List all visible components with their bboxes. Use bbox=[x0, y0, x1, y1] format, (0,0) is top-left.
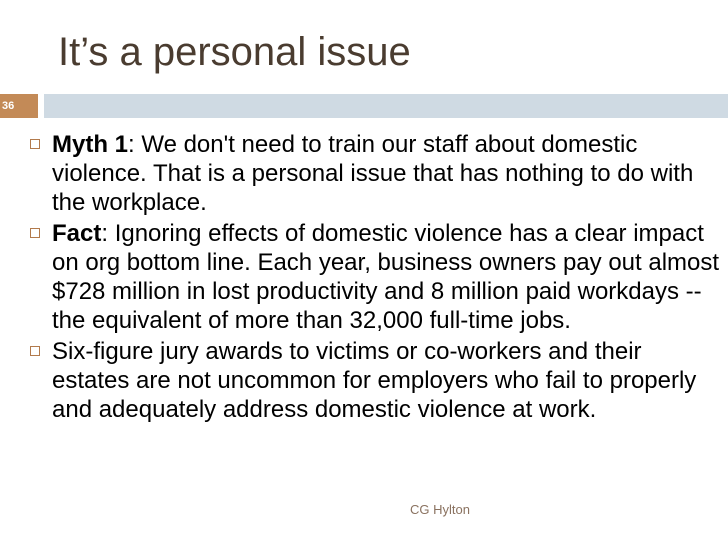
slide-title: It’s a personal issue bbox=[58, 30, 411, 74]
bullet-body: : We don't need to train our staff about domestic violence. That is a personal issue that has nothing to do with the workplace. bbox=[52, 131, 694, 216]
bullet-myth bbox=[30, 130, 720, 217]
bullet-jury-awards bbox=[30, 337, 720, 424]
title-rule-bar bbox=[44, 94, 728, 118]
bullet-text bbox=[52, 219, 720, 335]
footer-author: CG Hylton bbox=[410, 502, 470, 517]
bullet-body: : Ignoring effects of domestic violence has a clear impact on org bottom line. Each year, business owners pay out almost $728 million in lost productivity and 8 million paid workdays -- the equivalent of more than 32,000 full-time jobs. bbox=[52, 220, 720, 334]
slide-number-box bbox=[0, 94, 38, 118]
bullet-text bbox=[52, 130, 720, 217]
bullet-lead: Fact bbox=[52, 220, 102, 247]
bullet-list bbox=[30, 130, 720, 426]
bullet-body: Six-figure jury awards to victims or co-workers and their estates are not uncommon for employers who fail to properly and adequately address domestic violence at work. bbox=[52, 338, 697, 423]
square-bullet-icon bbox=[30, 228, 40, 238]
slide-number: 36 bbox=[2, 100, 15, 112]
bullet-fact bbox=[30, 219, 720, 335]
square-bullet-icon bbox=[30, 346, 40, 356]
bullet-lead: Myth 1 bbox=[52, 131, 129, 158]
square-bullet-icon bbox=[30, 139, 40, 149]
